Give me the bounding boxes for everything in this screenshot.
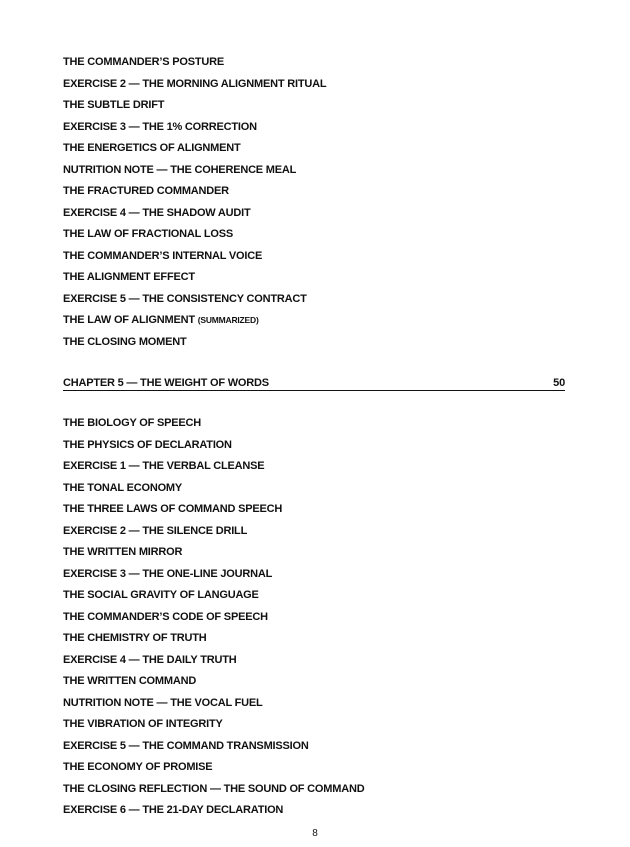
toc-entry[interactable] — [63, 95, 326, 117]
toc-entry-text: THE CHEMISTRY OF TRUTH — [63, 632, 207, 644]
chapter-title: CHAPTER 5 — THE WEIGHT OF WORDS — [63, 377, 269, 389]
chapter-heading[interactable] — [63, 376, 565, 391]
toc-entry-text: NUTRITION NOTE — THE COHERENCE MEAL — [63, 163, 297, 176]
toc-entry-text: EXERCISE 4 — THE SHADOW AUDIT — [63, 206, 251, 219]
toc-entry-text: THE CLOSING MOMENT — [63, 335, 187, 348]
toc-entry-text: THE TONAL ECONOMY — [63, 481, 183, 494]
toc-entry[interactable] — [63, 246, 326, 268]
toc-entry-text: THE CLOSING REFLECTION — THE SOUND OF COMMAND — [63, 782, 365, 795]
toc-entry[interactable] — [63, 117, 326, 139]
toc-entry[interactable] — [63, 542, 364, 564]
toc-entry[interactable] — [63, 714, 364, 736]
toc-entry[interactable] — [63, 289, 326, 311]
toc-entry[interactable] — [63, 693, 364, 715]
toc-entry[interactable] — [63, 800, 364, 822]
toc-entry[interactable] — [63, 585, 364, 607]
toc-entry-text: THE LAW OF FRACTIONAL LOSS — [63, 228, 233, 240]
toc-entry[interactable] — [63, 650, 364, 672]
toc-entry-text: EXERCISE 3 — THE ONE-LINE JOURNAL — [63, 567, 273, 580]
toc-entry-text: EXERCISE 2 — THE MORNING ALIGNMENT RITUAL — [63, 77, 327, 90]
toc-entry-text: THE WRITTEN COMMAND — [63, 675, 197, 687]
toc-entry[interactable] — [63, 757, 364, 779]
toc-entry[interactable] — [63, 267, 326, 289]
toc-entry[interactable] — [63, 779, 364, 801]
toc-entry[interactable] — [63, 310, 326, 332]
toc-entry-text: EXERCISE 5 — THE CONSISTENCY CONTRACT — [63, 292, 307, 305]
toc-entry-text: THE COMMANDER’S CODE OF SPEECH — [63, 610, 268, 623]
toc-entry[interactable] — [63, 521, 364, 543]
toc-entry-text: EXERCISE 1 — THE VERBAL CLEANSE — [63, 460, 265, 472]
toc-entry-text: THE THREE LAWS OF COMMAND SPEECH — [63, 503, 283, 515]
toc-entry-text: THE WRITTEN MIRROR — [63, 546, 183, 558]
toc-entry-text: NUTRITION NOTE — THE VOCAL FUEL — [63, 696, 263, 709]
toc-entry[interactable] — [63, 564, 364, 586]
toc-section-list — [63, 52, 326, 353]
toc-entry[interactable] — [63, 456, 364, 478]
toc-entry[interactable] — [63, 203, 326, 225]
toc-entry[interactable] — [63, 181, 326, 203]
toc-entry[interactable] — [63, 224, 326, 246]
toc-entry[interactable] — [63, 52, 326, 74]
toc-entry-text: THE SUBTLE DRIFT — [63, 99, 165, 111]
toc-entry[interactable] — [63, 628, 364, 650]
toc-entry[interactable] — [63, 160, 326, 182]
toc-entry-text: EXERCISE 3 — THE 1% CORRECTION — [63, 120, 257, 133]
toc-entry[interactable] — [63, 74, 326, 96]
toc-entry-text: THE LAW OF ALIGNMENT — [63, 314, 198, 326]
toc-entry-text: THE ECONOMY OF PROMISE — [63, 761, 213, 773]
toc-entry-text: THE ENERGETICS OF ALIGNMENT — [63, 142, 241, 154]
toc-entry-text: THE PHYSICS OF DECLARATION — [63, 438, 232, 451]
toc-entry[interactable] — [63, 736, 364, 758]
toc-entry-text: EXERCISE 4 — THE DAILY TRUTH — [63, 653, 237, 666]
toc-entry-text: THE BIOLOGY OF SPEECH — [63, 417, 202, 429]
toc-entry-text: THE VIBRATION OF INTEGRITY — [63, 718, 223, 730]
toc-entry-text: THE COMMANDER’S INTERNAL VOICE — [63, 249, 263, 262]
toc-chapter-5-list — [63, 413, 364, 822]
toc-entry-note: (SUMMARIZED) — [197, 315, 259, 325]
page-number: 8 — [312, 828, 318, 839]
toc-entry-text: THE ALIGNMENT EFFECT — [63, 271, 195, 283]
toc-entry[interactable] — [63, 499, 364, 521]
toc-entry[interactable] — [63, 478, 364, 500]
toc-entry[interactable] — [63, 435, 364, 457]
toc-entry[interactable] — [63, 607, 364, 629]
toc-entry-text: THE FRACTURED COMMANDER — [63, 185, 229, 197]
toc-entry[interactable] — [63, 671, 364, 693]
toc-entry-text: THE COMMANDER’S POSTURE — [63, 56, 225, 68]
toc-entry-text: EXERCISE 2 — THE SILENCE DRILL — [63, 524, 248, 537]
toc-entry[interactable] — [63, 138, 326, 160]
toc-entry[interactable] — [63, 413, 364, 435]
toc-entry-text: EXERCISE 6 — THE 21-DAY DECLARATION — [63, 804, 284, 816]
chapter-page-number: 50 — [553, 377, 565, 389]
toc-entry[interactable] — [63, 332, 326, 354]
toc-entry-text: THE SOCIAL GRAVITY OF LANGUAGE — [63, 589, 259, 601]
toc-entry-text: EXERCISE 5 — THE COMMAND TRANSMISSION — [63, 739, 309, 752]
